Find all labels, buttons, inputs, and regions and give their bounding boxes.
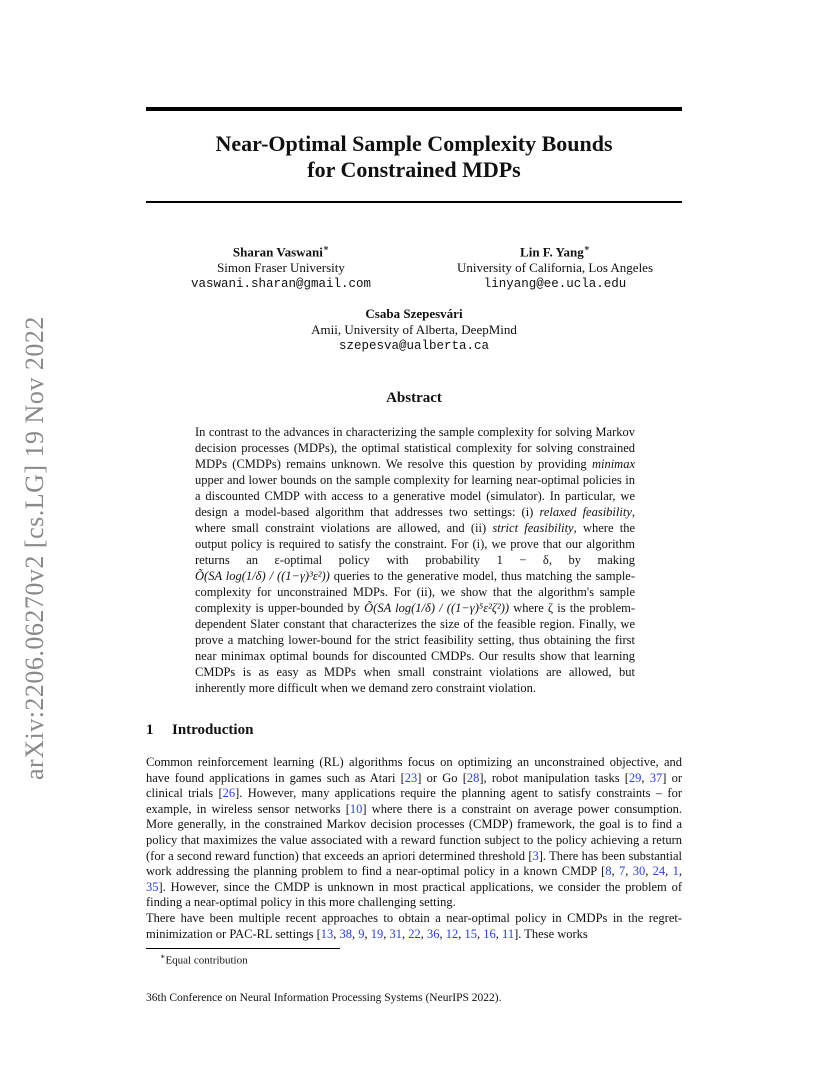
author-name: Lin F. Yang∗	[520, 243, 590, 260]
citation-link[interactable]: 10	[349, 801, 363, 816]
citation-link[interactable]: 3	[532, 848, 539, 863]
citation-link[interactable]: 36	[427, 926, 440, 941]
citation-link[interactable]: 31	[389, 926, 403, 941]
author-email[interactable]: linyang@ee.ucla.edu	[483, 277, 627, 292]
citation-link[interactable]: 30	[632, 864, 646, 879]
paper-title	[146, 131, 682, 183]
citation-link[interactable]: 37	[649, 770, 663, 785]
author-affiliation: University of California, Los Angeles	[456, 260, 654, 276]
author-email[interactable]: vaswani.sharan@gmail.com	[190, 277, 372, 292]
citation-link[interactable]: 15	[464, 926, 478, 941]
author-name: Csaba Szepesvári	[365, 306, 463, 321]
author-block-3	[264, 306, 564, 354]
bound-strict-math: Õ(SA log(1/δ) / ((1−γ)⁵ε²ζ²))	[364, 601, 510, 615]
title-top-rule	[146, 107, 682, 111]
title-bottom-rule	[146, 201, 682, 203]
footnote: ∗Equal contribution	[160, 952, 248, 967]
citation-link[interactable]: 23	[404, 770, 418, 785]
footnote-rule	[146, 948, 340, 949]
citation-link[interactable]: 1	[672, 864, 679, 879]
author-block-2	[420, 240, 690, 292]
citation-link[interactable]: 28	[466, 770, 480, 785]
author-name: Sharan Vaswani∗	[232, 243, 330, 260]
intro-paragraph-1: Common reinforcement learning (RL) algorithms focus on optimizing an unconstrained objective, and have found applications in games such as Atari [23] or Go [28], robot manipulation tasks [29, 37] or clinical trials [26]. However, many applications require the planning agent to satisfy constraints – for example, in wireless sensor networks [10] where there is a constraint on average power consumption. More generally, in the constrained Markov decision processes (CMDP) framework, the goal is to find a policy that maximizes the value associated with a reward function subject to the policy achieving a return (for a second reward function) that exceeds an apriori determined threshold [3]. There has been substantial work addressing the planning problem to find a near-optimal policy in a known CMDP [8, 7, 30, 24, 1, 35]. However, since the CMDP is unknown in most practical applications, we consider the problem of finding a near-optimal policy in this more challenging setting.	[146, 755, 683, 910]
conference-note: 36th Conference on Neural Information Processing Systems (NeurIPS 2022).	[146, 992, 502, 1004]
citation-link[interactable]: 19	[370, 926, 384, 941]
title-line-2: for Constrained MDPs	[307, 157, 521, 182]
citation-link[interactable]: 26	[222, 786, 236, 801]
citation-link[interactable]: 9	[358, 926, 365, 941]
citation-link[interactable]: 13	[320, 926, 334, 941]
citation-link[interactable]: 38	[339, 926, 353, 941]
section-heading: 1 Introduction	[146, 722, 254, 738]
citation-link[interactable]: 7	[618, 864, 626, 879]
arxiv-identifier-stamp: arXiv:2206.06270v2 [cs.LG] 19 Nov 2022	[20, 316, 49, 780]
citation-link[interactable]: 16	[483, 926, 496, 941]
abstract-text: In contrast to the advances in characterizing the sample complexity for solving Markov decision processes (MDPs), the optimal statistical complexity for solving constrained MDPs (CMDPs) remains unknown. We resolve this question by providing minimax upper and lower bounds on the sample complexity for learning near-optimal policies in a discounted CMDP with access to a generative model (simulator). In particular, we design a model-based algorithm that addresses two settings: (i) relaxed feasibility, where small constraint violations are allowed, and (ii) strict feasibility, where the output policy is required to satisfy the constraint. For (i), we prove that our algorithm returns an ε-optimal policy with probability 1 − δ, by making Õ(SA log(1/δ) / ((1−γ)³ε²)) queries to the generative model, thus matching the sample-complexity for unconstrained MDPs. For (ii), we show that the algorithm's sample complexity is upper-bounded by Õ(SA log(1/δ) / ((1−γ)⁵ε²ζ²)) where ζ is the problem-dependent Slater constant that characterizes the size of the feasible region. Finally, we prove a matching lower-bound for the strict feasibility setting, thus obtaining the first near minimax optimal bounds for discounted CMDPs. Our results show that learning CMDPs is as easy as MDPs when small constraint violations are allowed, but inherently more difficult when we demand zero constraint violation.	[195, 425, 636, 695]
bound-relaxed-math: Õ(SA log(1/δ) / ((1−γ)³ε²))	[195, 569, 330, 583]
author-block-1	[146, 240, 416, 292]
author-affiliation: Amii, University of Alberta, DeepMind	[311, 322, 517, 337]
citation-link[interactable]: 8	[605, 864, 612, 879]
citation-link[interactable]: 35	[146, 879, 159, 894]
intro-paragraph-2: There have been multiple recent approaches to obtain a near-optimal policy in CMDPs in the regret-minimization or PAC-RL settings [13, 38, 9, 19, 31, 22, 36, 12, 15, 16, 11]. These works	[146, 911, 682, 941]
author-affiliation: Simon Fraser University	[217, 260, 345, 276]
citation-link[interactable]: 29	[628, 770, 642, 785]
citation-link[interactable]: 12	[445, 926, 459, 941]
citation-link[interactable]: 22	[408, 926, 421, 941]
abstract-heading: Abstract	[386, 390, 442, 406]
title-line-1: Near-Optimal Sample Complexity Bounds	[215, 131, 613, 156]
citation-link[interactable]: 24	[652, 864, 666, 879]
citation-link[interactable]: 11	[502, 926, 515, 941]
author-email[interactable]: szepesva@ualberta.ca	[338, 339, 490, 353]
